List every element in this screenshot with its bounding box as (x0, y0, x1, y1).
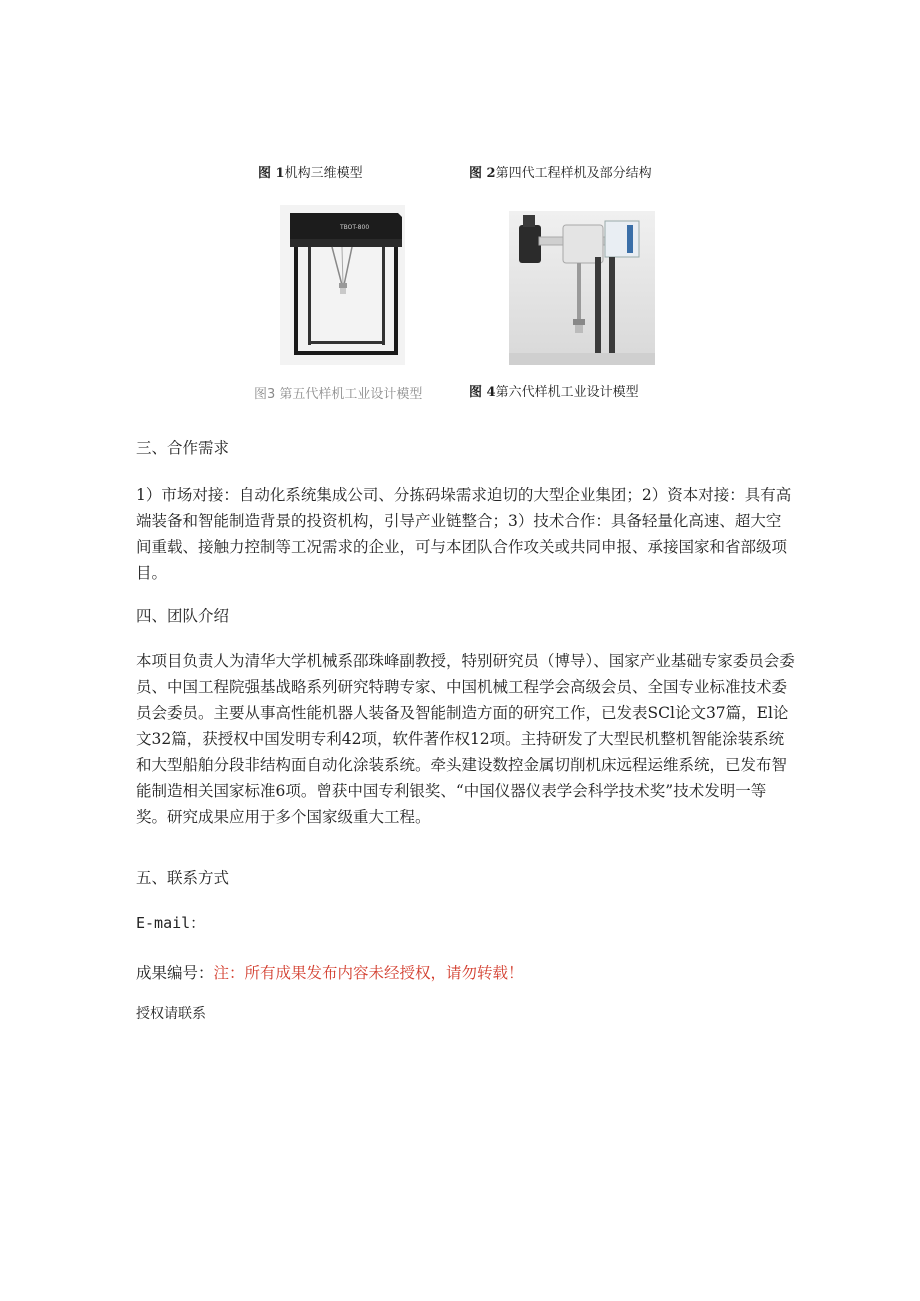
figure-3-image (280, 205, 405, 365)
figure-4-title: 第六代样机工业设计模型 (495, 385, 639, 400)
device-label: TBOT-800 (340, 224, 370, 231)
result-number-line (136, 961, 524, 983)
figure-2-title: 第四代工程样机及部分结构 (495, 166, 652, 181)
figure-4-caption (469, 381, 639, 400)
copyright-note: 注：所有成果发布内容未经授权，请勿转载！ (213, 964, 524, 982)
figure-3-caption: 图3 第五代样机工业设计模型 (254, 387, 423, 402)
section-4-paragraph: 本项目负责人为清华大学机械系邵珠峰副教授，特别研究员（博导）、国家产业基础专家委员会委员、中国工程院强基战略系列研究特聘专家、中国机械工程学会高级会员、全国专业标准技术委员会委员。主要从事高性能机器人装备及智能制造方面的研究工作，已发表SCl论文37篇，El论文32篇，获授权中国发明专利42项，软件著作权12项。主持研发了大型民机整机智能涂装系统和大型船舶分段非结构面自动化涂装系统。牵头建设数控金属切削机床远程运维系统，已发布智能制造相关国家标准6项。曾获中国专利银奖、“中国仪器仪表学会科学技术奖”技术发明一等奖。研究成果应用于多个国家级重大工程。 (136, 652, 795, 826)
figure-1-number: 图 1 (258, 166, 285, 181)
figure-1-caption (258, 162, 363, 181)
authorize-contact: 授权请联系 (136, 1006, 206, 1022)
result-number-label: 成果编号： (136, 964, 214, 982)
robot-frame-illustration (280, 205, 405, 365)
section-4-heading: 四、团队介绍 (136, 607, 230, 625)
figure-2-caption (469, 162, 652, 181)
section-5-heading: 五、联系方式 (136, 869, 230, 887)
robot-arm-illustration (509, 211, 655, 365)
section-3-heading: 三、合作需求 (136, 439, 230, 457)
email-label: E-mail： (136, 914, 206, 932)
figure-4-number: 图 4 (469, 385, 496, 400)
figure-1-title: 机构三维模型 (284, 166, 363, 181)
figure-2-number: 图 2 (469, 166, 496, 181)
figure-4-image (509, 211, 655, 365)
section-3-paragraph: 1）市场对接：自动化系统集成公司、分拣码垛需求迫切的大型企业集团；2）资本对接：具有高端装备和智能制造背景的投资机构，引导产业链整合；3）技术合作：具备轻量化高速、超大空间重载、接触力控制等工况需求的企业，可与本团队合作攻关或共同申报、承接国家和省部级项目。 (136, 486, 792, 582)
